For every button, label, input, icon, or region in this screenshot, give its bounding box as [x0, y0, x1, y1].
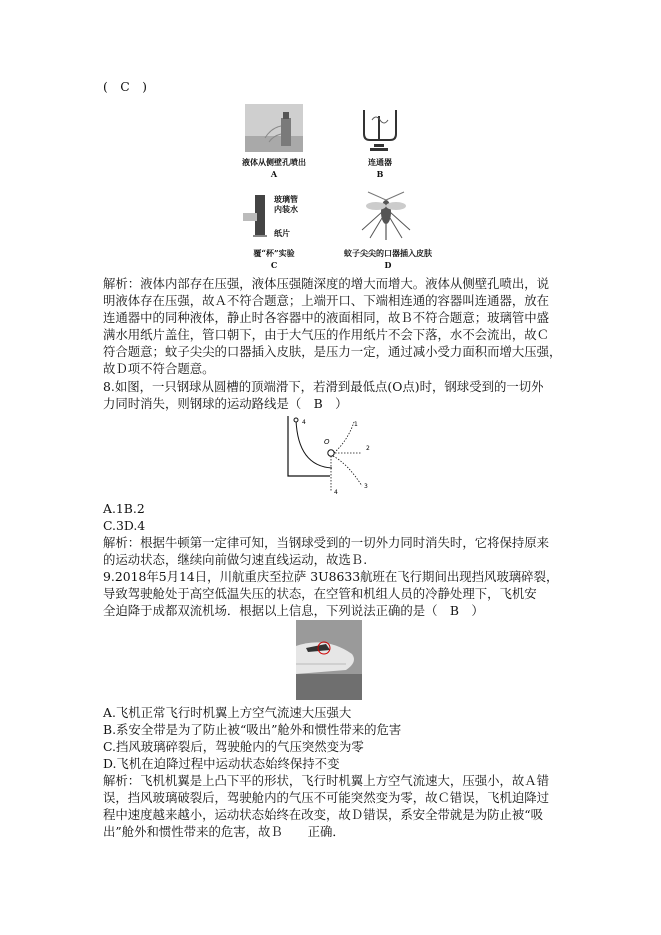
q8-stem-line-1: 8.如图，一只钢球从圆槽的顶端滑下，若滑到最低点(O点)时，钢球受到的一切外 — [103, 379, 544, 394]
figure-d-photo — [358, 190, 414, 242]
q8-analysis-line-1: 解析：根据牛顿第一定律可知，当钢球受到的一切外力同时消失时，它将保持原来 — [103, 535, 550, 550]
figure-b-photo — [350, 104, 408, 152]
q9-analysis-line-4: 出”舱外和惯性带来的危害，故Ｂ 正确． — [103, 824, 345, 839]
q9-option-a: A.飞机正常飞行时机翼上方空气流速大压强大 — [103, 705, 352, 720]
q8-option-line-2: C.3D.4 — [103, 518, 146, 533]
ball-at-o — [328, 450, 334, 456]
q9-stem-line-2: 导致驾驶舱处于高空低温失压的状态，在空管和机组人员的冷静处理下，飞机安 — [103, 586, 537, 601]
q9-stem-line-1: 9.2018年5月14日，川航重庆至拉萨 3U8633航班在飞行期间出现挡风玻璃碎裂， — [103, 569, 559, 584]
bottle-icon — [245, 104, 303, 152]
label-2: 2 — [366, 445, 370, 452]
q9-option-b: B.系安全带是为了防止被“吸出”舱外和惯性带来的危害 — [103, 722, 402, 737]
q8-option-line-1: A.1B.2 — [103, 501, 145, 516]
label-o: O — [324, 438, 330, 446]
q7-analysis-line-5: 符合题意；蚊子尖尖的口器插入皮肤，是压力一定，通过减小受力面积而增大压强， — [103, 344, 562, 359]
path-3 — [333, 456, 362, 486]
q7-analysis-line-2: 明液体存在压强，故Ａ不符合题意；上端开口、下端相连通的容器叫连通器，放在 — [103, 293, 550, 308]
figure-c-photo — [243, 193, 275, 241]
figure-c-caption: 覆“杯”实验 — [253, 248, 295, 258]
label-4: 4 — [334, 489, 338, 496]
figure-c-label-water: 内装水 — [274, 204, 298, 214]
figure-a-caption: 液体从侧壁孔喷出 — [242, 157, 306, 167]
q7-analysis-line-4: 满水用纸片盖住，管口朝下，由于大气压的作用纸片不会下落，水不会流出，故Ｃ — [103, 327, 550, 342]
figure-c-label-tube: 玻璃管 — [274, 194, 298, 204]
figure-d-caption: 蚊子尖尖的口器插入皮肤 — [344, 248, 432, 258]
q9-stem-line-3: 全迫降于成都双流机场．根据以上信息，下列说法正确的是（ B ） — [103, 603, 484, 618]
q8-trajectory-diagram — [282, 414, 382, 496]
label-3: 3 — [364, 483, 368, 490]
inverted-cup-icon — [243, 193, 275, 241]
q7-answer: ( C ) — [103, 79, 147, 94]
q7-analysis-line-1: 解析：液体内部存在压强，液体压强随深度的增大而增大。液体从侧壁孔喷出，说 — [103, 276, 550, 291]
ball-start — [294, 418, 298, 422]
figure-a-letter: A — [270, 169, 278, 179]
figure-c-letter: C — [270, 260, 278, 270]
figure-b-letter: B — [376, 169, 384, 179]
q9-option-d: D.飞机在迫降过程中运动状态始终保持不变 — [103, 756, 340, 771]
label-4-top: 4 — [302, 419, 306, 426]
q9-option-c: C.挡风玻璃碎裂后，驾驶舱内的气压突然变为零 — [103, 739, 364, 754]
figure-a-photo — [245, 104, 303, 152]
q9-airplane-photo — [296, 620, 362, 700]
airplane-cockpit-icon — [296, 620, 362, 700]
figure-c-label-paper: 纸片 — [274, 228, 290, 238]
q9-analysis-line-1: 解析：飞机机翼是上凸下平的形状，飞行时机翼上方空气流速大，压强小，故Ａ错 — [103, 773, 550, 788]
q9-analysis-line-3: 程中速度越来越小，运动状态始终在改变，故Ｄ错误，系安全带就是为防止被“吸 — [103, 807, 544, 822]
figure-d-letter: D — [384, 260, 392, 270]
q8-analysis-line-2: 的运动状态，继续向前做匀速直线运动，故选Ｂ. — [103, 552, 368, 567]
q7-analysis-line-3: 连通器中的同种液体，静止时各容器中的液面相同，故Ｂ不符合题意；玻璃管中盛 — [103, 310, 550, 325]
mosquito-icon — [358, 190, 414, 242]
q7-analysis-line-6: 故Ｄ项不符合题意。 — [103, 361, 215, 376]
q8-stem-line-2: 力同时消失，则钢球的运动路线是（ B ） — [103, 396, 348, 411]
q9-analysis-line-2: 误，挡风玻璃破裂后，驾驶舱内的气压不可能突然变为零，故Ｃ错误，飞机迫降过 — [103, 790, 550, 805]
label-1: 1 — [354, 421, 358, 428]
path-1 — [334, 422, 354, 453]
figure-b-caption: 连通器 — [368, 157, 392, 167]
connected-vessel-icon — [350, 104, 408, 152]
